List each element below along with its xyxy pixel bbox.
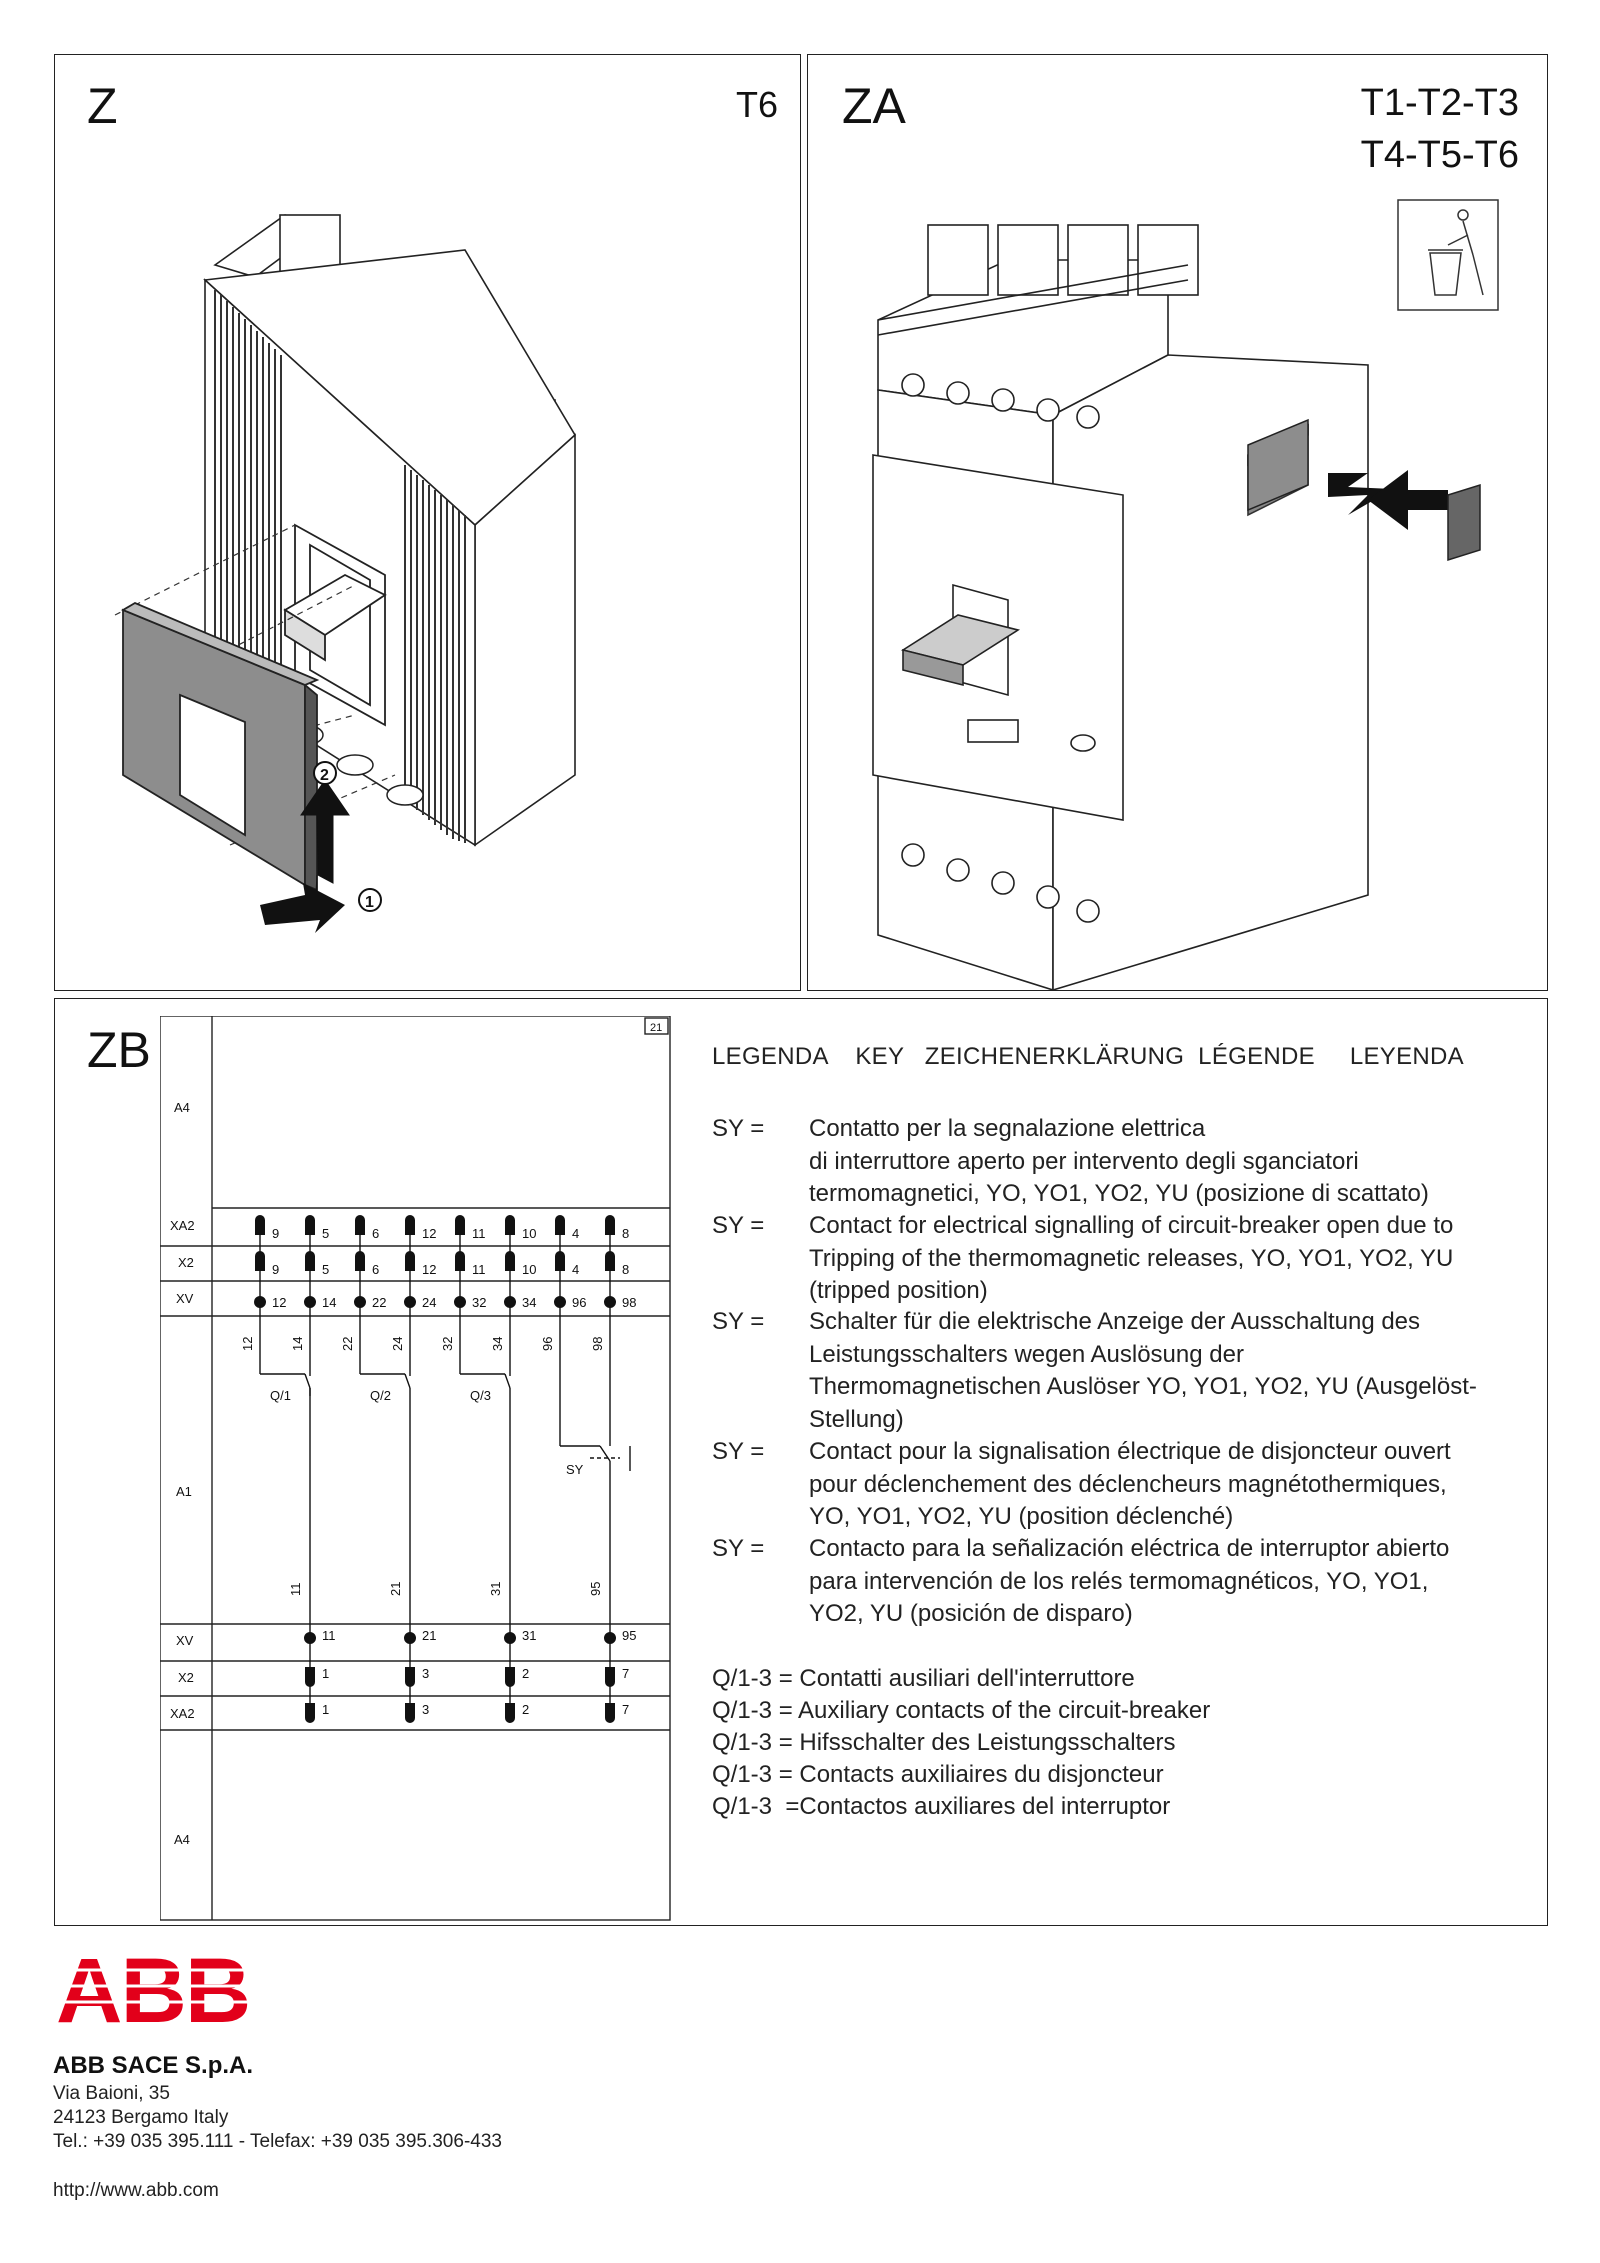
xa2-bottom-4: 7 — [622, 1702, 630, 1717]
sy-key: SY = — [712, 1308, 765, 1335]
bottom-connectors — [305, 1633, 615, 1722]
sy-text-de: Schalter für die elektrische Anzeige der Ausschaltung des Leistungsschalters wegen Auslösung der Thermomagnetischen Auslöser YO, YO1, YO2, YU (Ausgelöst- Stellung) — [809, 1308, 1477, 1433]
x2-top-5: 11 — [472, 1262, 486, 1277]
xv-top-1: 12 — [272, 1295, 287, 1310]
x2-top-4: 12 — [422, 1262, 437, 1277]
x2-top-7: 4 — [572, 1262, 580, 1277]
xa2-top-5: 11 — [472, 1226, 486, 1241]
wire-top-4: 24 — [390, 1336, 405, 1351]
q-item-it: Q/1-3 = Contatti ausiliari dell'interruttore — [712, 1665, 1135, 1692]
q-item-en: Q/1-3 = Auxiliary contacts of the circuit-breaker — [712, 1697, 1211, 1724]
panel-zb-letter: ZB — [87, 1022, 151, 1078]
xa2-top-8: 8 — [622, 1226, 630, 1241]
row-a4-bottom: A4 — [174, 1832, 190, 1847]
x2-top-2: 5 — [322, 1262, 330, 1277]
xv-top-7: 96 — [572, 1295, 587, 1310]
sy-text-en: Contact for electrical signalling of circuit-breaker open due to Tripping of the thermomagnetic releases, YO, YO1, YO2, YU (tripped position) — [809, 1212, 1454, 1304]
x2-top-1: 9 — [272, 1262, 280, 1277]
panel-za — [807, 54, 1548, 991]
wire-top-7: 96 — [540, 1336, 555, 1351]
contact-q2: Q/2 — [370, 1388, 391, 1403]
xv-top-3: 22 — [372, 1295, 387, 1310]
wire-top-5: 32 — [440, 1336, 455, 1351]
q-item-fr: Q/1-3 = Contacts auxiliaires du disjoncteur — [712, 1761, 1164, 1788]
panel-za-model-line1: T1-T2-T3 — [1360, 82, 1519, 124]
row-xa2-bottom: XA2 — [170, 1706, 195, 1721]
xv-top-8: 98 — [622, 1295, 637, 1310]
step-2-label: 2 — [320, 767, 329, 784]
xv-top-5: 32 — [472, 1295, 487, 1310]
wire-top-3: 22 — [340, 1336, 355, 1351]
panel-za-letter: ZA — [842, 78, 906, 134]
row-xv-bottom: XV — [176, 1633, 194, 1648]
wire-bottom-3: 31 — [488, 1581, 503, 1596]
xa2-top-3: 6 — [372, 1226, 380, 1241]
panel-z — [54, 54, 801, 991]
q-item-de: Q/1-3 = Hifsschalter des Leistungsschalters — [712, 1729, 1176, 1756]
xa2-top-2: 5 — [322, 1226, 330, 1241]
xv-bottom-2: 21 — [422, 1628, 437, 1643]
wiring-diagram — [160, 1016, 680, 1940]
row-xa2-top: XA2 — [170, 1218, 195, 1233]
x2-top-3: 6 — [372, 1262, 380, 1277]
wire-top-1: 12 — [240, 1336, 255, 1351]
row-x2-top: X2 — [178, 1255, 194, 1270]
xa2-top-7: 4 — [572, 1226, 580, 1241]
x2-top-8: 8 — [622, 1262, 630, 1277]
recycle-bin-icon — [1398, 200, 1498, 310]
sy-key: SY = — [712, 1438, 765, 1465]
contact-q3: Q/3 — [470, 1388, 491, 1403]
q-item-es: Q/1-3 =Contactos auxiliares del interruptor — [712, 1793, 1171, 1820]
sy-key: SY = — [712, 1212, 765, 1239]
row-xv-top: XV — [176, 1291, 194, 1306]
xa2-top-6: 10 — [522, 1226, 537, 1241]
contact-q1: Q/1 — [270, 1388, 291, 1403]
panel-za-model-line2: T4-T5-T6 — [1360, 134, 1519, 176]
xv-bottom-1: 11 — [322, 1628, 336, 1643]
x2-top-6: 10 — [522, 1262, 537, 1277]
xv-top-2: 14 — [322, 1295, 337, 1310]
xv-top-6: 34 — [522, 1295, 537, 1310]
wire-top-8: 98 — [590, 1336, 605, 1351]
contact-sy: SY — [566, 1462, 584, 1477]
x2-bottom-1: 1 — [322, 1666, 330, 1681]
xa2-top-4: 12 — [422, 1226, 437, 1241]
wire-bottom-2: 21 — [388, 1581, 403, 1596]
xa2-bottom-1: 1 — [322, 1702, 330, 1717]
row-a4-top: A4 — [174, 1100, 190, 1115]
sheet-number: 21 — [650, 1022, 663, 1034]
wire-top-2: 14 — [290, 1336, 305, 1351]
company-name: ABB SACE S.p.A. — [53, 2052, 254, 2079]
row-x2-bottom: X2 — [178, 1670, 194, 1685]
x2-bottom-4: 7 — [622, 1666, 630, 1681]
xv-bottom-3: 31 — [522, 1628, 537, 1643]
abb-logo-text: ABB — [56, 1950, 250, 2030]
wire-top-6: 34 — [490, 1336, 505, 1351]
sy-text-it: Contatto per la segnalazione elettrica di interruttore aperto per intervento degli sganciatori termomagnetici, YO, YO1, YO2, YU (posizione di scattato) — [809, 1115, 1429, 1207]
xa2-bottom-2: 3 — [422, 1702, 430, 1717]
sy-text-fr: Contact pour la signalisation électrique de disjoncteur ouvert pour déclenchement des déclencheurs magnétothermiques, YO, YO1, YO2, YU (position déclenché) — [809, 1438, 1451, 1530]
address-line2: 24123 Bergamo Italy — [53, 2107, 229, 2128]
sy-key: SY = — [712, 1115, 765, 1142]
x2-bottom-3: 2 — [522, 1666, 530, 1681]
sy-text-es: Contacto para la señalización eléctrica de interruptor abierto para intervención de los relés termomagnéticos, YO, YO1, YO2, YU (posición de disparo) — [809, 1535, 1450, 1627]
sy-key: SY = — [712, 1535, 765, 1562]
breaker-rear-cover-illustration — [55, 55, 800, 990]
phone-line: Tel.: +39 035 395.111 - Telefax: +39 035 395.306-433 — [53, 2131, 502, 2152]
panel-z-letter: Z — [87, 78, 118, 134]
panel-z-model: T6 — [735, 84, 778, 125]
wire-bottom-1: 11 — [288, 1582, 303, 1596]
legend-header: LEGENDA KEY ZEICHENERKLÄRUNG LÉGENDE LEYENDA — [712, 1043, 1464, 1070]
xv-bottom-4: 95 — [622, 1628, 637, 1643]
abb-logo — [56, 1950, 256, 2035]
address-line1: Via Baioni, 35 — [53, 2083, 170, 2104]
x2-bottom-2: 3 — [422, 1666, 430, 1681]
xa2-bottom-3: 2 — [522, 1702, 530, 1717]
website-link[interactable]: http://www.abb.com — [53, 2180, 219, 2201]
xa2-top-1: 9 — [272, 1226, 280, 1241]
row-a1: A1 — [176, 1484, 192, 1499]
wire-bottom-4: 95 — [588, 1581, 603, 1596]
step-1-label: 1 — [365, 894, 374, 911]
xv-top-4: 24 — [422, 1295, 437, 1310]
breaker-label-illustration — [808, 55, 1547, 990]
